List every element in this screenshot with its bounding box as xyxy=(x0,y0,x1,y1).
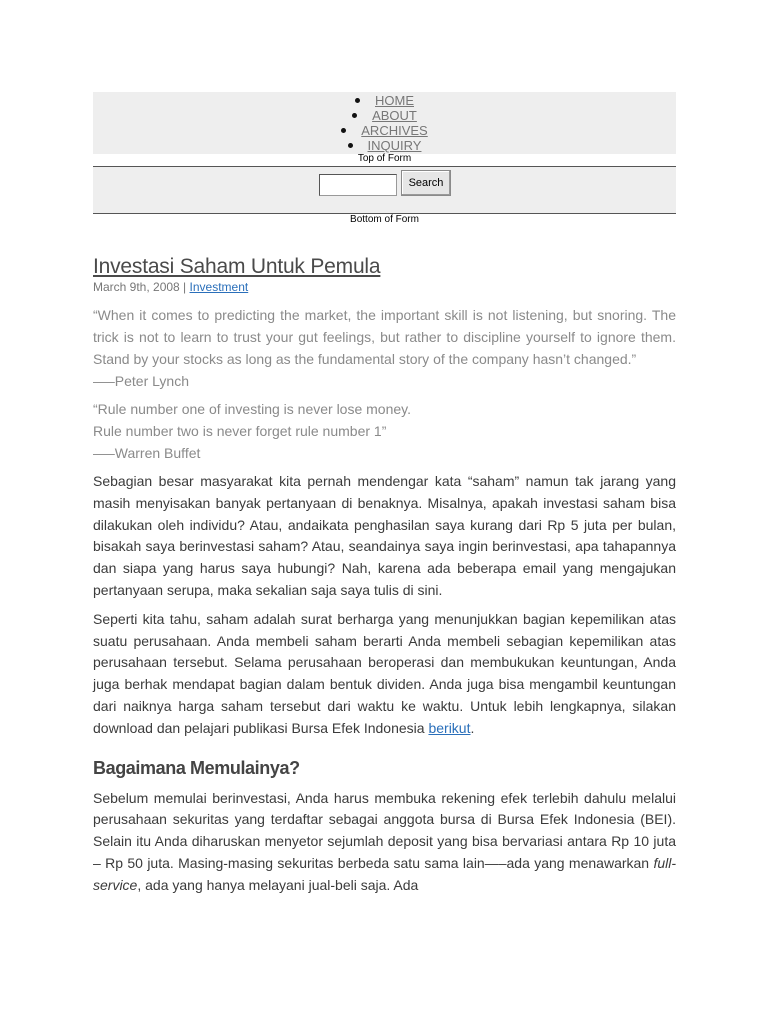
navigation-bar xyxy=(93,92,676,154)
quote-lynch-author: —–Peter Lynch xyxy=(93,373,189,389)
berikut-link[interactable]: berikut xyxy=(428,719,471,736)
post-category-link[interactable]: Investment xyxy=(189,280,249,294)
nav-link-home[interactable]: HOME xyxy=(375,93,414,108)
nav-item-home xyxy=(93,93,676,108)
quote-buffet-line1: “Rule number one of investing is never lose money. xyxy=(93,401,412,417)
bullet-icon xyxy=(352,113,357,118)
search-button[interactable]: Search xyxy=(401,170,451,196)
nav-link-archives[interactable]: ARCHIVES xyxy=(361,123,428,138)
quote-buffet-line2: Rule number two is never forget rule number 1” xyxy=(93,423,387,439)
bullet-icon xyxy=(348,143,353,148)
top-of-form-label: Top of Form xyxy=(357,153,412,164)
search-input[interactable] xyxy=(319,174,397,196)
post-content xyxy=(93,252,676,897)
paragraph-memulai-part2: , ada yang hanya melayani jual-beli saja. Ada xyxy=(137,876,419,893)
paragraph-memulai-italic: full-service xyxy=(93,854,676,893)
post-title-text[interactable]: Investasi Saham Untuk Pemula xyxy=(93,255,381,278)
quote-lynch-text: “When it comes to predicting the market, the important skill is not listening, but snoring. The trick is not to learn to trust your gut feelings, but rather to discipline yourself to ignore them. Stand by your stocks as long as the fundamental story of the company hasn’t changed.” xyxy=(93,307,676,367)
bullet-icon xyxy=(355,98,360,103)
bullet-icon xyxy=(341,128,346,133)
quote-buffet-author: —–Warren Buffet xyxy=(93,445,201,461)
paragraph-saham xyxy=(93,609,676,740)
nav-list xyxy=(93,93,676,153)
section-heading: Bagaimana Memulainya? xyxy=(93,757,300,778)
nav-link-inquiry[interactable]: INQUIRY xyxy=(367,138,422,153)
quote-lynch xyxy=(93,304,676,392)
search-form xyxy=(93,166,676,214)
nav-link-about[interactable]: ABOUT xyxy=(372,108,417,123)
paragraph-intro: Sebagian besar masyarakat kita pernah mendengar kata “saham” namun tak jarang yang masih menyisakan banyak pertanyaan di benaknya. Misalnya, apakah investasi saham bisa dilakukan oleh individu? Atau, andaikata penghasilan saya kurang dari Rp 5 juta per bulan, bisakah saya berinvestasi saham? Atau, seandainya saya ingin berinvestasi, apa tahapannya dan siapa yang harus saya hubungi? Nah, karena ada beberapa email yang mengajukan pertanyaan serupa, maka sekalian saja saya tulis di sini. xyxy=(93,473,676,598)
nav-item-archives xyxy=(93,123,676,138)
nav-item-inquiry xyxy=(93,138,676,153)
bottom-of-form-label: Bottom of Form xyxy=(350,214,419,225)
paragraph-memulai xyxy=(93,788,676,897)
post-date: March 9th, 2008 | xyxy=(93,280,187,294)
paragraph-memulai-part1: Sebelum memulai berinvestasi, Anda harus membuka rekening efek terlebih dahulu melalui perusahaan sekuritas yang terdaftar sebagai anggota bursa di Bursa Efek Indonesia (BEI). Selain itu Anda diharuskan menyetor sejumlah deposit yang bisa bervariasi antara Rp 10 juta – Rp 50 juta. Masing-masing sekuritas berbeda satu sama lain—–ada yang menawarkan xyxy=(93,789,676,871)
paragraph-saham-end: . xyxy=(470,719,475,736)
paragraph-saham-text: Seperti kita tahu, saham adalah surat berharga yang menunjukkan bagian kepemilikan atas suatu perusahaan. Anda membeli saham berarti Anda membeli sebagian kepemilikan atas perusahaan tersebut. Selama perusahaan beroperasi dan membukukan keuntungan, Anda juga berhak mendapat bagian dalam bentuk dividen. Anda juga bisa mengambil keuntungan dari naiknya harga saham tersebut dari waktu ke waktu. Untuk lebih lengkapnya, silakan download dan pelajari publikasi Bursa Efek Indonesia xyxy=(93,610,676,736)
post-meta xyxy=(93,280,676,294)
post-title[interactable] xyxy=(93,252,676,282)
quote-buffet xyxy=(93,398,676,464)
nav-item-about xyxy=(93,108,676,123)
